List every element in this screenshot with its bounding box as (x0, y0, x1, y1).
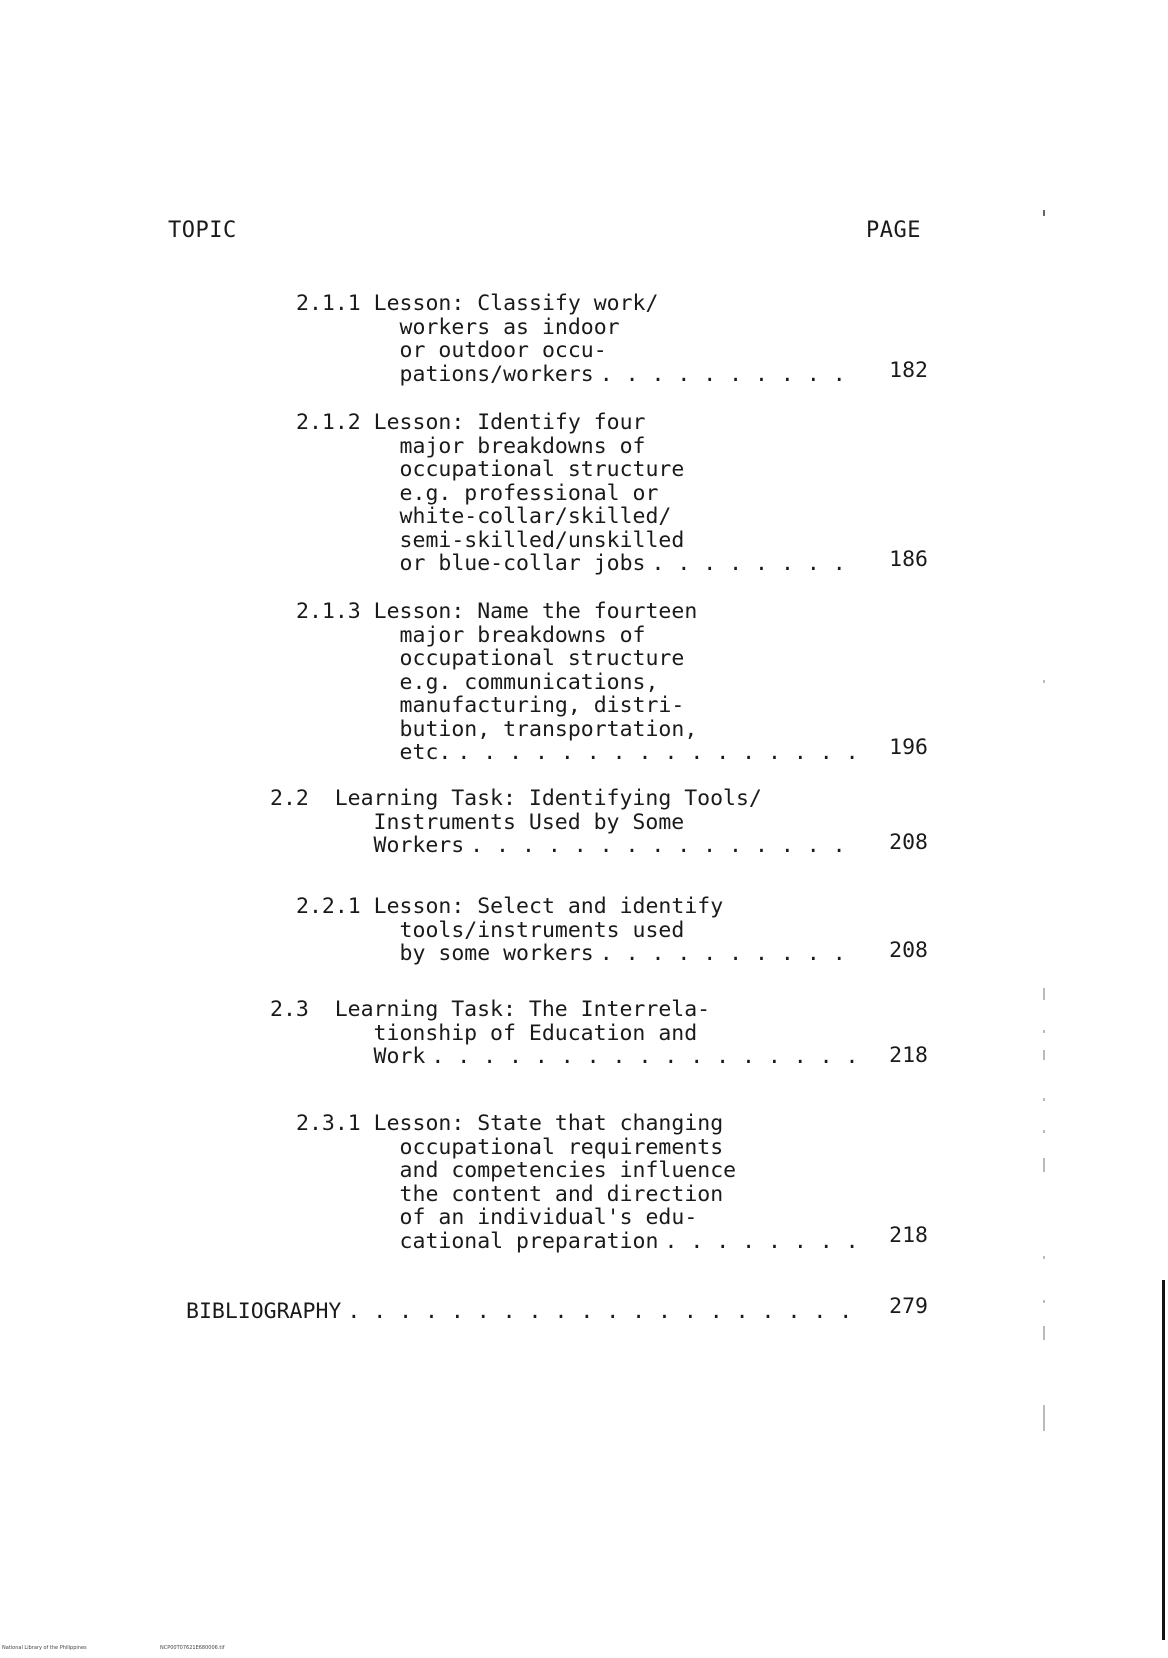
topic-column-header: TOPIC (168, 218, 237, 243)
scan-mark (1043, 1158, 1045, 1172)
toc-entry-line: 2.1.3 Lesson: Name the fourteen (296, 599, 698, 624)
scan-mark (1043, 1405, 1045, 1431)
toc-page-number: 186 (889, 547, 928, 572)
toc-entry-line: manufacturing, distri- (296, 693, 685, 718)
toc-entry-line: e.g. communications, (296, 669, 659, 695)
dot-leader (451, 741, 860, 765)
toc-entry-line: occupational structure (296, 457, 685, 482)
scan-mark (1043, 1300, 1045, 1303)
toc-entry (296, 1112, 860, 1253)
dot-leader (425, 1045, 860, 1069)
toc-entry (296, 411, 860, 576)
toc-entry-line: 2.3.1 Lesson: State that changing (296, 1111, 724, 1136)
toc-entry-line: and competencies influence (296, 1158, 737, 1183)
toc-entry-line: or outdoor occu- (296, 338, 607, 363)
toc-page-number: 182 (889, 358, 928, 383)
toc-entry-line: 2.1.2 Lesson: Identify four (296, 410, 646, 435)
toc-entry (296, 292, 860, 386)
toc-page-number: 218 (889, 1223, 928, 1248)
toc-page-number: 208 (889, 830, 928, 855)
toc-page-number: 208 (889, 938, 928, 963)
toc-entry-line: workers as indoor (296, 314, 620, 340)
scan-mark (1043, 988, 1045, 1000)
toc-entry-line: tools/instruments used (296, 917, 685, 943)
toc-entry-line: e.g. professional or (296, 480, 659, 506)
toc-page-number: 218 (889, 1043, 928, 1068)
toc-entry-final-line: BIBLIOGRAPHY (186, 1299, 342, 1324)
scan-mark (1043, 1030, 1045, 1033)
dot-leader (464, 834, 860, 858)
toc-entry (296, 600, 860, 765)
toc-entry (270, 998, 860, 1069)
dot-leader (341, 1300, 860, 1324)
toc-entry-line: tionship of Education and (270, 1020, 698, 1046)
toc-entry-line: the content and direction (296, 1181, 724, 1207)
scan-mark (1043, 1098, 1045, 1101)
toc-page-number: 196 (889, 735, 928, 760)
scan-mark (1043, 680, 1045, 683)
toc-entry-line: bution, transportation, (296, 716, 698, 742)
toc-entry-final-line: Workers (270, 833, 465, 858)
footer-library: National Library of the Philippines (2, 1645, 87, 1651)
scan-mark (1043, 1050, 1045, 1060)
toc-entry-line: major breakdowns of (296, 433, 646, 459)
toc-entry-line: major breakdowns of (296, 622, 646, 648)
scan-mark (1043, 210, 1045, 216)
scan-mark (1043, 1326, 1045, 1340)
toc-entry-final-line: Work (270, 1044, 426, 1069)
toc-entry (270, 787, 860, 858)
toc-page-number: 279 (889, 1294, 928, 1319)
toc-entry-line: 2.3 Learning Task: The Interrela- (270, 997, 711, 1022)
dot-leader (594, 942, 860, 966)
toc-entry-final-line: or blue-collar jobs (296, 551, 646, 576)
toc-entry (186, 1300, 860, 1324)
page-column-header: PAGE (866, 218, 921, 243)
toc-entry-line: Instruments Used by Some (270, 809, 685, 835)
toc-entry-line: occupational structure (296, 646, 685, 671)
toc-entry-final-line: cational preparation (296, 1228, 659, 1254)
toc-entry-line: 2.2.1 Lesson: Select and identify (296, 894, 724, 919)
toc-entry-line: semi-skilled/unskilled (296, 527, 685, 553)
toc-entry-final-line: by some workers (296, 941, 594, 966)
toc-entry-line: occupational requirements (296, 1134, 724, 1160)
toc-entry-line: 2.2 Learning Task: Identifying Tools/ (270, 786, 762, 811)
dot-leader (594, 363, 860, 387)
scan-edge-line (1162, 1280, 1165, 1640)
dot-leader (646, 552, 861, 576)
toc-entry (296, 895, 860, 966)
scan-mark (1043, 1256, 1045, 1259)
dot-leader (658, 1230, 860, 1254)
footer-file: NCP00T07621E680006.tif (160, 1645, 225, 1651)
toc-entry-final-line: etc. (296, 740, 452, 765)
toc-entry-line: of an individual's edu- (296, 1205, 698, 1230)
toc-entry-line: 2.1.1 Lesson: Classify work/ (296, 291, 659, 316)
toc-entry-line: white-collar/skilled/ (296, 504, 672, 529)
toc-entry-final-line: pations/workers (296, 361, 594, 387)
scan-mark (1043, 1130, 1045, 1133)
